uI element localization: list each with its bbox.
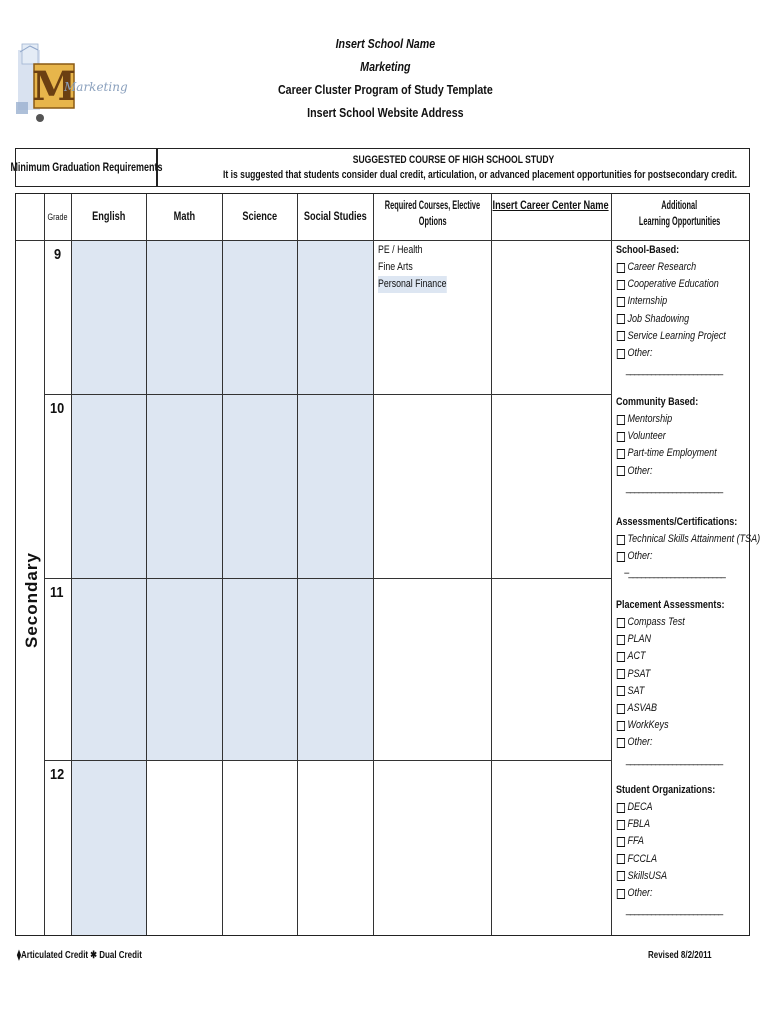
other-blank[interactable]: _______________________	[625, 481, 723, 494]
grade-12: 12	[50, 766, 65, 783]
checkbox[interactable]	[617, 297, 625, 307]
checkbox[interactable]	[617, 449, 625, 459]
col-grade: Grade	[47, 212, 68, 222]
checkbox[interactable]	[617, 854, 625, 864]
checkbox[interactable]	[617, 280, 625, 290]
col-career-center: Insert Career Center Name	[492, 200, 610, 212]
col-social-studies: Social Studies	[303, 211, 367, 223]
col-required-courses: Required Courses, Elective Options	[384, 200, 480, 228]
secondary-label: Secondary	[22, 552, 41, 648]
suggested-course-box	[157, 148, 750, 187]
checkbox-item[interactable]: ASVAB	[616, 700, 724, 717]
checkbox[interactable]	[617, 820, 625, 830]
school-name: Insert School Name	[335, 36, 436, 51]
checkbox[interactable]	[617, 738, 625, 748]
grade-10: 10	[50, 400, 65, 417]
svg-text:M: M	[31, 63, 77, 110]
checkbox-item[interactable]: ACT	[616, 648, 724, 665]
col-additional-learning: Additional Learning Opportunities	[639, 200, 721, 228]
section-title: Student Organizations:	[616, 784, 716, 796]
other-blank[interactable]: _______________________	[625, 364, 723, 377]
checkbox[interactable]	[617, 837, 625, 847]
suggested-title: SUGGESTED COURSE OF HIGH SCHOOL STUDY	[352, 154, 555, 166]
checkbox-item[interactable]: Career Research	[616, 259, 726, 276]
checkbox-item[interactable]: SAT	[616, 683, 724, 700]
checkbox-item[interactable]: FFA	[616, 833, 722, 850]
checkbox[interactable]	[617, 635, 625, 645]
checkbox[interactable]	[617, 263, 625, 273]
list-item: Personal Finance	[378, 276, 446, 293]
section-title: Assessments/Certifications:	[616, 516, 738, 528]
checkbox-item[interactable]: FBLA	[616, 816, 722, 833]
checkbox[interactable]	[617, 535, 625, 545]
checkbox-item[interactable]: Service Learning Project	[616, 328, 726, 345]
checkbox-item[interactable]: Compass Test	[616, 614, 724, 631]
checkbox-item[interactable]: Other:	[616, 548, 760, 565]
student-organizations-section	[616, 782, 722, 919]
checkbox-item[interactable]: Other:	[616, 734, 724, 751]
checkbox-item[interactable]: Part-time Employment	[616, 445, 722, 462]
checkbox-item[interactable]: Volunteer	[616, 428, 722, 445]
checkbox-item[interactable]: Internship	[616, 293, 726, 310]
credit-legend: ⧫Articulated Credit ✱ Dual Credit	[17, 950, 142, 961]
checkbox[interactable]	[617, 552, 625, 562]
logo-text: Marketing	[64, 80, 128, 94]
checkbox[interactable]	[617, 889, 625, 899]
checkbox[interactable]	[617, 686, 625, 696]
checkbox[interactable]	[617, 314, 625, 324]
checkbox[interactable]	[617, 704, 625, 714]
checkbox[interactable]	[617, 349, 625, 359]
checkbox-item[interactable]: FCCLA	[616, 851, 722, 868]
checkbox[interactable]	[617, 432, 625, 442]
checkbox[interactable]	[617, 871, 625, 881]
checkbox-item[interactable]: SkillsUSA	[616, 868, 722, 885]
other-blank[interactable]: _______________________	[625, 904, 723, 917]
checkbox-item[interactable]: Cooperative Education	[616, 276, 726, 293]
school-based-section	[616, 242, 726, 379]
list-item: PE / Health	[378, 244, 423, 256]
checkbox[interactable]	[617, 652, 625, 662]
checkbox-item[interactable]: Job Shadowing	[616, 311, 726, 328]
school-website: Insert School Website Address	[307, 105, 464, 120]
section-title: Community Based:	[616, 396, 699, 408]
list-item: Fine Arts	[378, 261, 413, 273]
checkbox-item[interactable]: Other:	[616, 885, 722, 902]
grade-9: 9	[54, 246, 62, 263]
core-columns-shade	[147, 240, 373, 760]
checkbox-item[interactable]: DECA	[616, 799, 722, 816]
min-grad-label: Minimum Graduation Requirements	[10, 161, 163, 174]
checkbox-item[interactable]: Other:	[616, 463, 722, 480]
checkbox-item[interactable]: PSAT	[616, 666, 724, 683]
checkbox[interactable]	[617, 466, 625, 476]
checkbox-item[interactable]: PLAN	[616, 631, 724, 648]
col-math: Math	[173, 211, 195, 223]
document-header	[70, 32, 701, 124]
checkbox[interactable]	[617, 618, 625, 628]
checkbox[interactable]	[617, 721, 625, 731]
checkbox-item[interactable]: WorkKeys	[616, 717, 724, 734]
checkbox-item[interactable]: Other:	[616, 345, 726, 362]
checkbox[interactable]	[617, 803, 625, 813]
checkbox[interactable]	[617, 415, 625, 425]
grade-11: 11	[50, 584, 64, 601]
col-english: English	[91, 211, 126, 223]
checkbox[interactable]	[617, 669, 625, 679]
template-title: Career Cluster Program of Study Template	[277, 82, 493, 97]
revised-date: Revised 8/2/2011	[648, 950, 712, 961]
placement-assessments-section	[616, 597, 724, 769]
program-name: Marketing	[360, 59, 411, 74]
suggested-note: It is suggested that students consider dual credit, articulation, or advanced placement opportunities for postsecondary credit.	[223, 169, 737, 181]
community-based-section	[616, 394, 722, 497]
english-column-shade	[71, 240, 146, 935]
col-science: Science	[242, 211, 277, 223]
checkbox-item[interactable]: Mentorship	[616, 411, 722, 428]
required-courses-list	[378, 242, 446, 293]
min-grad-requirements-box	[10, 148, 163, 187]
checkbox-item[interactable]: Technical Skills Attainment (TSA)	[616, 531, 760, 548]
checkbox[interactable]	[617, 331, 625, 341]
assessments-section	[616, 514, 760, 582]
other-blank[interactable]: –_______________________	[624, 567, 725, 580]
section-title: Placement Assessments:	[616, 599, 725, 611]
other-blank[interactable]: _______________________	[625, 753, 723, 766]
section-title: School-Based:	[616, 244, 680, 256]
